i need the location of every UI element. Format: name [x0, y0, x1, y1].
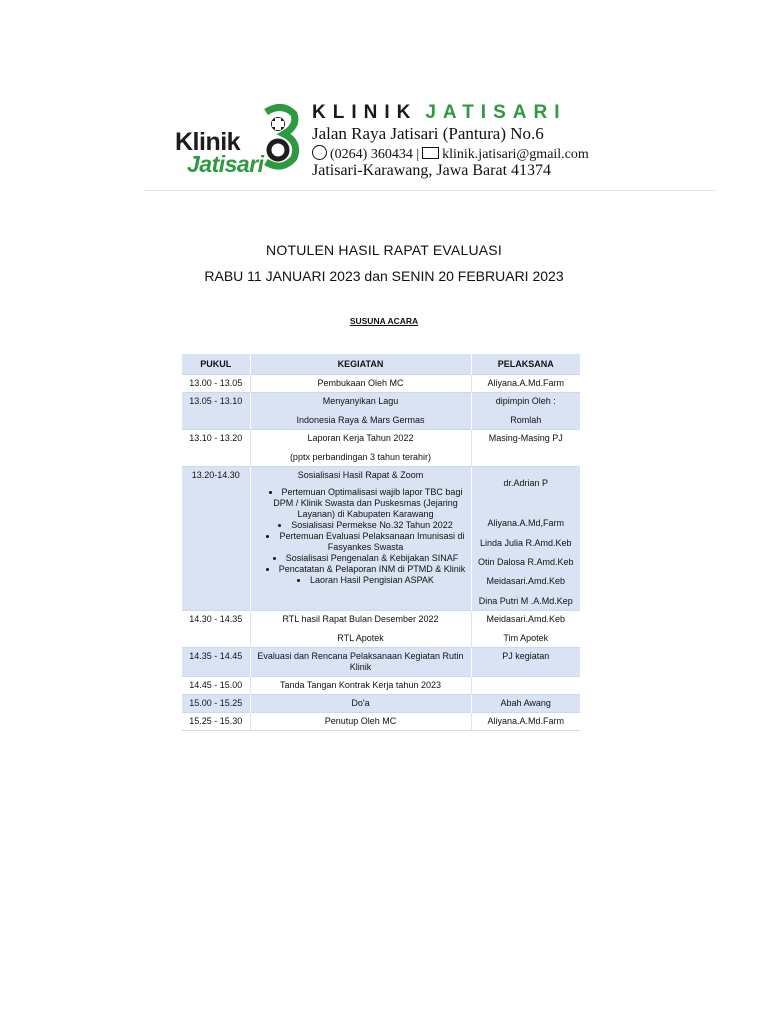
- executor-cell: Masing-Masing PJ: [471, 430, 580, 467]
- letterhead-divider: [144, 190, 716, 191]
- activity-line: Sosialisasi Hasil Rapat & Zoom: [297, 470, 424, 480]
- activity-line: RTL hasil Rapat Bulan Desember 2022: [282, 614, 439, 624]
- clinic-name-part2: JATISARI: [425, 102, 567, 123]
- table-row: [182, 430, 580, 467]
- table-row: [182, 648, 580, 677]
- document-title: NOTULEN HASIL RAPAT EVALUASI: [266, 242, 502, 258]
- executor-line: Linda Julia R.Amd.Keb: [479, 538, 572, 548]
- activity-cell: Evaluasi dan Rencana Pelaksanaan Kegiatan Rutin Klinik: [250, 648, 471, 677]
- time-cell: 13.10 - 13.20: [182, 430, 250, 467]
- activity-line: Indonesia Raya & Mars Germas: [296, 415, 425, 425]
- column-header-pukul: PUKUL: [182, 354, 250, 375]
- table-row: [182, 467, 580, 611]
- activity-cell: Pembukaan Oleh MC: [250, 375, 471, 393]
- table-row: [182, 375, 580, 393]
- executor-cell: PJ kegiatan: [471, 648, 580, 677]
- executor-line: dr.Adrian P: [503, 478, 549, 488]
- executor-line: Otin Dalosa R.Amd.Keb: [477, 557, 574, 567]
- executor-line: Meidasari.Amd.Keb: [486, 614, 566, 624]
- email-address: klinik.jatisari@gmail.com: [442, 147, 589, 162]
- executor-line: Dina Putri M .A.Md.Kep: [478, 596, 573, 606]
- activity-line: Laporan Kerja Tahun 2022: [307, 433, 414, 443]
- agenda-subtitle: SUSUNA ACARA: [349, 316, 419, 326]
- table-row: [182, 393, 580, 430]
- list-item: • Pertemuan Optimalisasi wajib lapor TBC bagi DPM / Klinik Swasta dan Puskesmas (Jejaring Layanan) di Kabupaten Karawang: [263, 487, 469, 520]
- time-cell: 14.30 - 14.35: [182, 611, 250, 648]
- executor-cell: [471, 467, 580, 611]
- activity-line: (pptx perbandingan 3 tahun terahir): [289, 452, 432, 462]
- table-row: [182, 695, 580, 713]
- activity-line: Menyanyikan Lagu: [322, 396, 399, 406]
- executor-cell: [471, 393, 580, 430]
- executor-cell: [471, 677, 580, 695]
- time-cell: 14.35 - 14.45: [182, 648, 250, 677]
- activity-cell: Do'a: [250, 695, 471, 713]
- document-date-title: RABU 11 JANUARI 2023 dan SENIN 20 FEBRUARI 2023: [204, 268, 564, 284]
- logo-word-klinik: Klinik: [175, 128, 241, 156]
- executor-cell: Aliyana.A.Md.Farm: [471, 375, 580, 393]
- executor-line: Meidasari.Amd.Keb: [486, 576, 566, 586]
- logo-mark-icon: [258, 104, 304, 174]
- activity-item-list: [253, 487, 469, 586]
- contact-separator: |: [416, 147, 420, 162]
- list-item: • Pencatatan & Pelaporan INM di PTMD & Klinik: [263, 564, 469, 575]
- executor-line: Tim Apotek: [503, 633, 549, 643]
- address-line: Jalan Raya Jatisari (Pantura) No.6: [312, 124, 544, 143]
- contact-line: [312, 145, 589, 163]
- table-header-row: [182, 354, 580, 375]
- phone-icon: [312, 145, 327, 160]
- logo-word-jatisari: Jatisari: [187, 151, 264, 177]
- table-row: [182, 713, 580, 731]
- time-cell: 13.20-14.30: [182, 467, 250, 611]
- table-row: [182, 677, 580, 695]
- executor-line: Aliyana.A.Md,Farm: [487, 518, 565, 528]
- table-row: [182, 611, 580, 648]
- clinic-logo: [173, 104, 303, 177]
- activity-cell: [250, 611, 471, 648]
- activity-cell: [250, 393, 471, 430]
- executor-cell: [471, 611, 580, 648]
- executor-cell: Aliyana.A.Md.Farm: [471, 713, 580, 731]
- phone-number: (0264) 360434: [330, 147, 413, 162]
- time-cell: 14.45 - 15.00: [182, 677, 250, 695]
- executor-line: Romlah: [510, 415, 542, 425]
- letterhead: [170, 96, 730, 192]
- list-item: • Sosialisasi Pengenalan & Kebijakan SINAF: [263, 553, 469, 564]
- column-header-pelaksana: PELAKSANA: [471, 354, 580, 375]
- column-header-kegiatan: KEGIATAN: [250, 354, 471, 375]
- city-line: Jatisari-Karawang, Jawa Barat 41374: [312, 162, 552, 179]
- time-cell: 15.00 - 15.25: [182, 695, 250, 713]
- activity-cell: Tanda Tangan Kontrak Kerja tahun 2023: [250, 677, 471, 695]
- executor-cell: Abah Awang: [471, 695, 580, 713]
- time-cell: 15.25 - 15.30: [182, 713, 250, 731]
- list-item: • Pertemuan Evaluasi Pelaksanaan Imunisasi di Fasyankes Swasta: [263, 531, 469, 553]
- activity-cell: Penutup Oleh MC: [250, 713, 471, 731]
- mail-icon: [422, 147, 439, 159]
- activity-cell: [250, 467, 471, 611]
- clinic-name: [312, 102, 567, 124]
- agenda-table: [182, 354, 580, 731]
- time-cell: 13.00 - 13.05: [182, 375, 250, 393]
- time-cell: 13.05 - 13.10: [182, 393, 250, 430]
- list-item: • Laoran Hasil Pengisian ASPAK: [263, 575, 469, 586]
- activity-cell: [250, 430, 471, 467]
- clinic-name-part1: KLINIK: [312, 102, 418, 123]
- list-item: • Sosialisasi Permekse No.32 Tahun 2022: [263, 520, 469, 531]
- activity-line: RTL Apotek: [337, 633, 384, 643]
- executor-line: dipimpin Oleh :: [495, 396, 556, 406]
